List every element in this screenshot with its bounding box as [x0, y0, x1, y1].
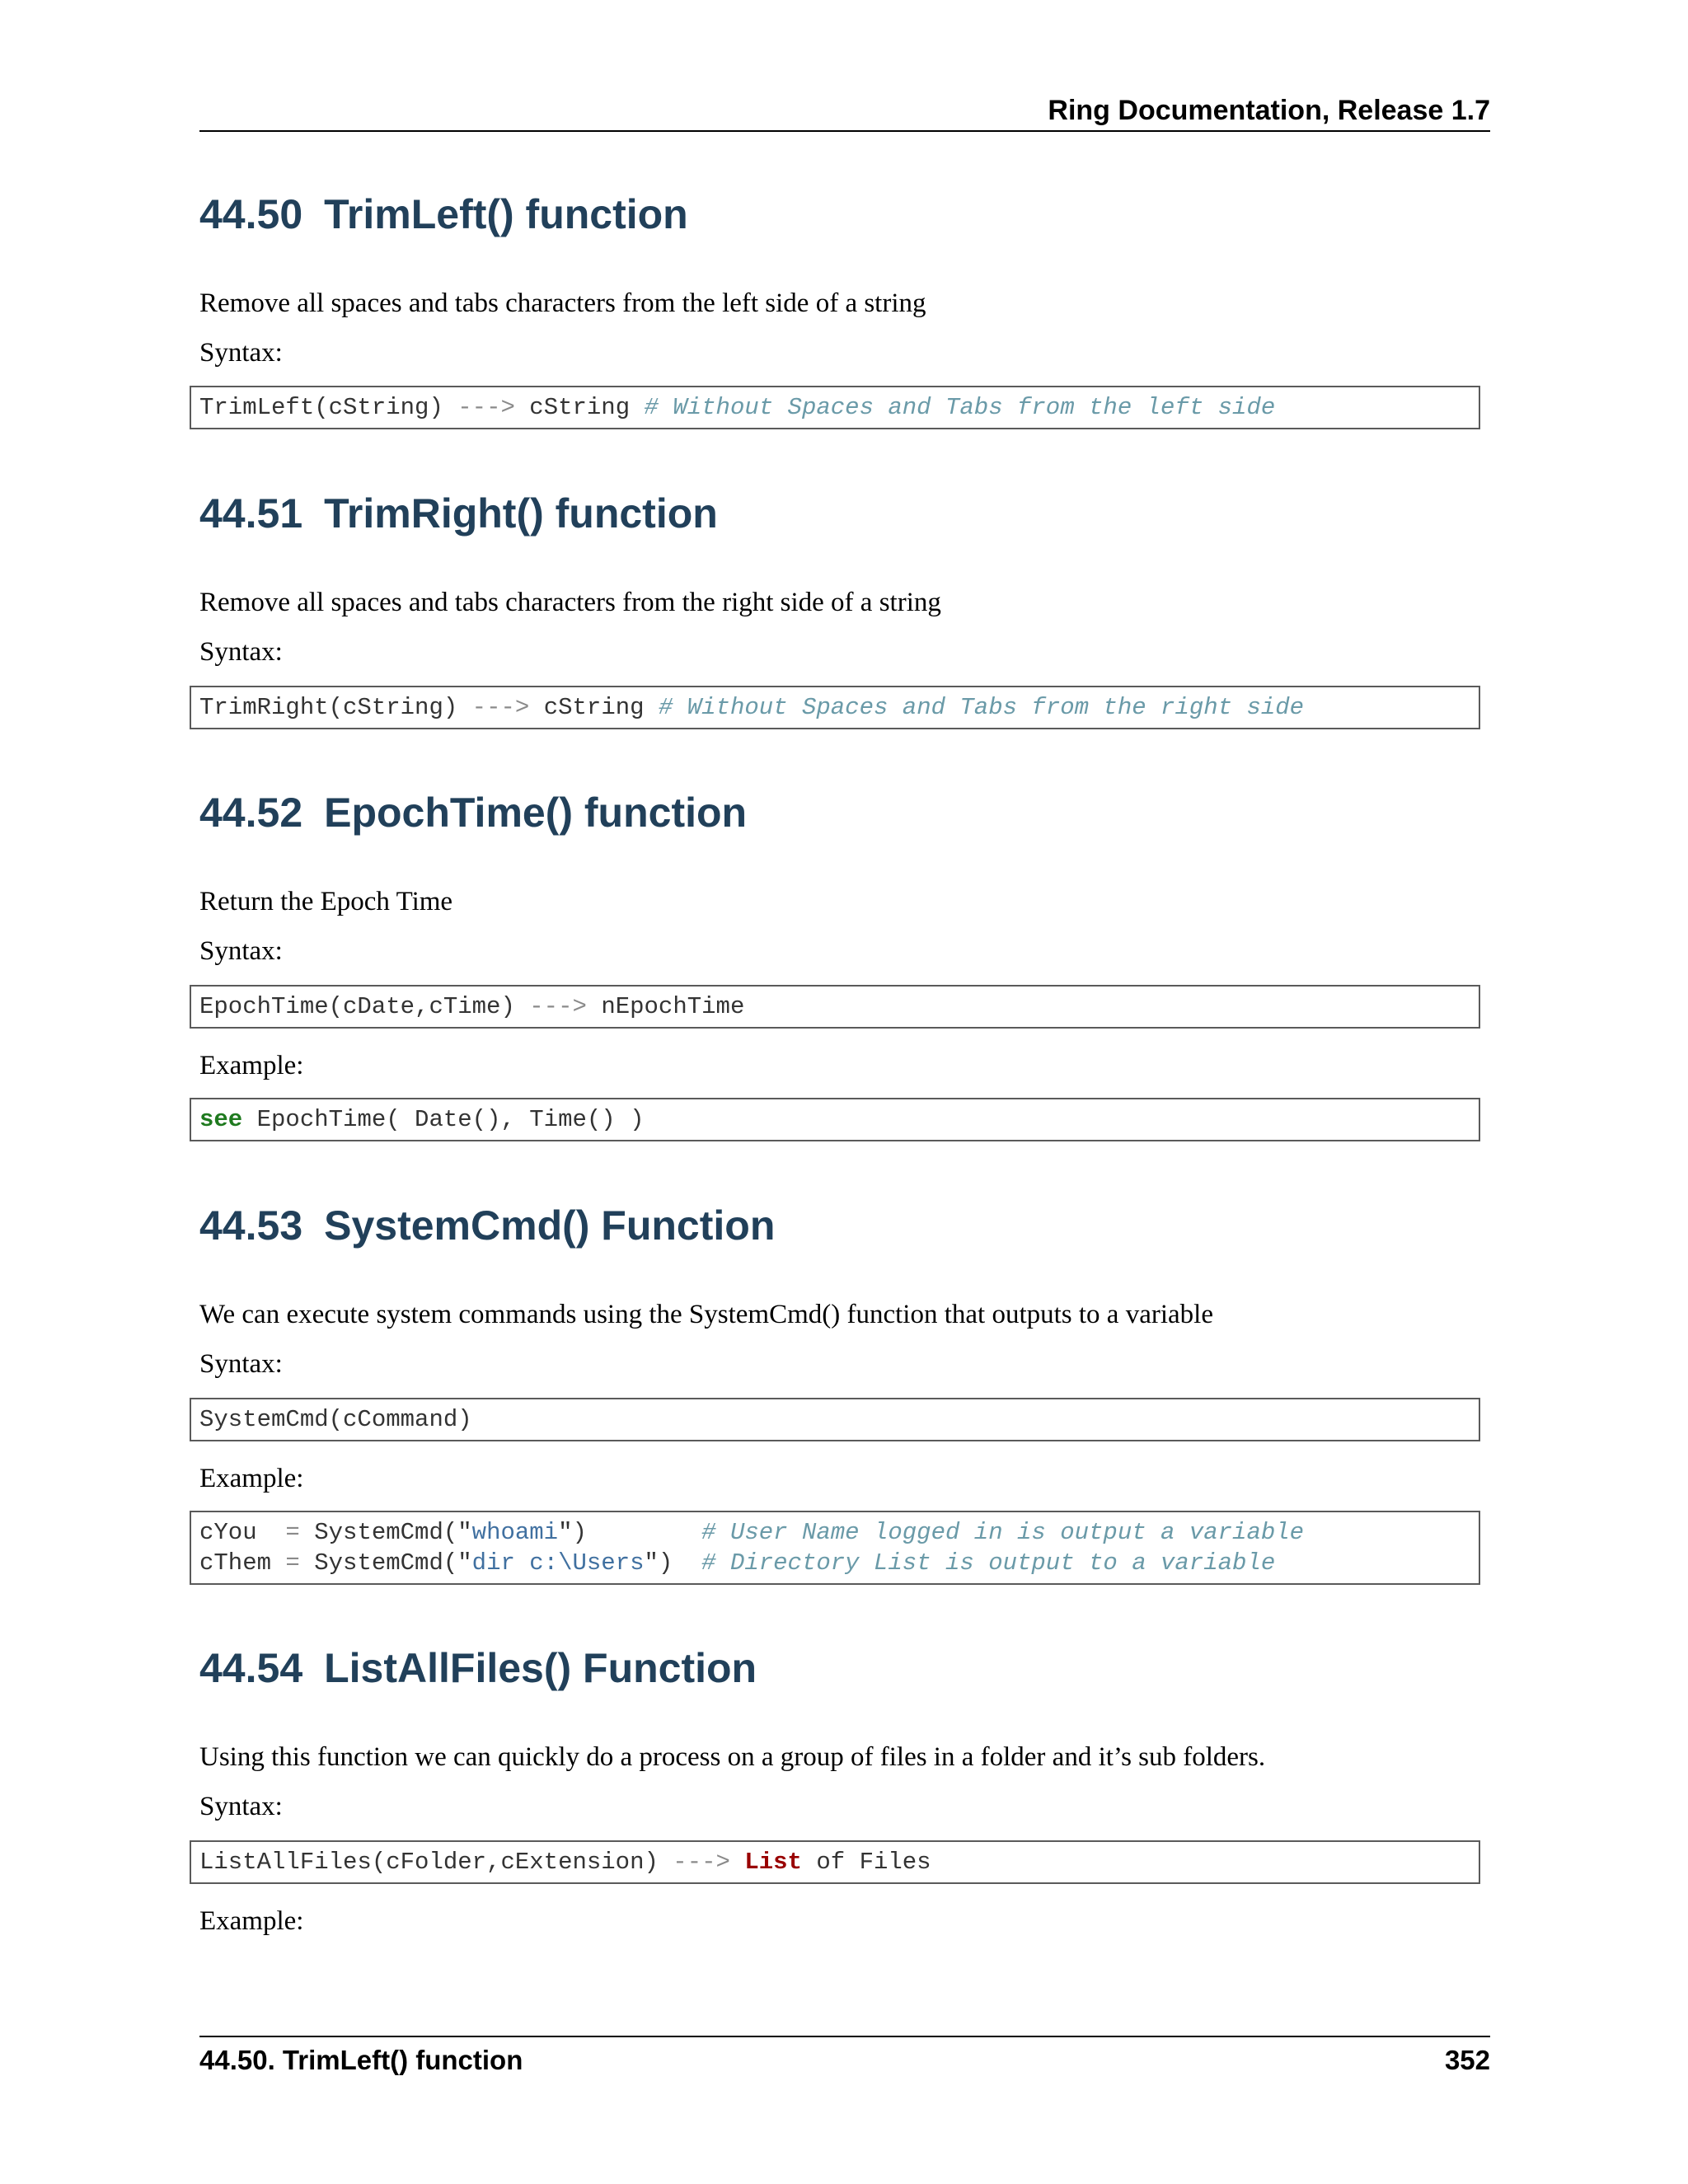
section-title: TrimLeft() function [324, 191, 688, 237]
section-description: Remove all spaces and tabs characters from the right side of a string [199, 588, 941, 617]
code-function: SystemCmd(cCommand) [199, 1406, 472, 1433]
syntax-code-block [190, 386, 1480, 429]
code-arrow: ---> [471, 694, 530, 721]
section-title: ListAllFiles() Function [324, 1645, 757, 1691]
code-variable: cThem [199, 1549, 272, 1577]
section-title: SystemCmd() Function [324, 1202, 776, 1249]
section-epochtime [199, 788, 1490, 837]
code-return: of Files [816, 1849, 931, 1876]
code-keyword: List [744, 1849, 802, 1876]
footer-rule [199, 2036, 1490, 2037]
section-number: 44.50 [199, 191, 303, 237]
code-call: SystemCmd(" [314, 1519, 472, 1546]
code-string: whoami [471, 1519, 559, 1546]
code-variable: cYou [199, 1519, 272, 1546]
section-systemcmd [199, 1201, 1490, 1250]
section-description: Return the Epoch Time [199, 887, 453, 916]
syntax-code-block [190, 686, 1480, 729]
example-label: Example: [199, 1464, 304, 1493]
section-heading [199, 1643, 1490, 1693]
code-comment: # User Name logged in is output a variable [701, 1519, 1305, 1546]
code-comment: # Without Spaces and Tabs from the right side [658, 694, 1305, 721]
code-expression: EpochTime( Date(), Time() ) [256, 1106, 645, 1133]
section-trimright [199, 489, 1490, 538]
section-description: We can execute system commands using the SystemCmd() function that outputs to a variable [199, 1300, 1213, 1329]
syntax-code-block [190, 985, 1480, 1029]
section-title: TrimRight() function [324, 490, 718, 537]
code-comment: # Without Spaces and Tabs from the left side [644, 394, 1276, 421]
code-operator: = [285, 1549, 300, 1577]
code-padding [673, 1549, 701, 1577]
section-description: Remove all spaces and tabs characters from the left side of a string [199, 288, 926, 318]
code-padding [587, 1519, 701, 1546]
code-return: cString [529, 394, 631, 421]
code-arrow: ---> [673, 1849, 730, 1876]
header-rule [199, 130, 1490, 132]
running-header: Ring Documentation, Release 1.7 [1048, 95, 1490, 126]
code-comment: # Directory List is output to a variable [701, 1549, 1276, 1577]
example-code-block [190, 1098, 1480, 1141]
code-return: cString [543, 694, 645, 721]
section-title: EpochTime() function [324, 790, 748, 836]
code-line [199, 1548, 1470, 1578]
syntax-label: Syntax: [199, 338, 283, 368]
code-return: nEpochTime [601, 993, 745, 1020]
syntax-code-block [190, 1840, 1480, 1884]
section-heading [199, 788, 1490, 837]
example-label: Example: [199, 1051, 304, 1080]
code-arrow: ---> [457, 394, 515, 421]
section-number: 44.52 [199, 790, 303, 836]
section-heading [199, 190, 1490, 239]
code-line [199, 1517, 1470, 1548]
section-trimleft [199, 190, 1490, 239]
syntax-label: Syntax: [199, 1792, 283, 1821]
code-string: dir c:\Users [471, 1549, 645, 1577]
section-heading [199, 1201, 1490, 1250]
page-number: 352 [1444, 2045, 1490, 2075]
code-operator: = [285, 1519, 300, 1546]
code-call-close: ") [558, 1519, 587, 1546]
section-number: 44.54 [199, 1645, 303, 1691]
code-call: SystemCmd(" [314, 1549, 472, 1577]
syntax-label: Syntax: [199, 637, 283, 667]
section-number: 44.51 [199, 490, 303, 537]
example-code-block [190, 1511, 1480, 1585]
code-function: TrimRight(cString) [199, 694, 458, 721]
section-description: Using this function we can quickly do a process on a group of files in a folder and it’s sub folders. [199, 1742, 1266, 1772]
code-function: TrimLeft(cString) [199, 394, 443, 421]
section-number: 44.53 [199, 1202, 303, 1249]
code-function: EpochTime(cDate,cTime) [199, 993, 515, 1020]
section-listallfiles [199, 1643, 1490, 1693]
code-keyword: see [199, 1106, 243, 1133]
syntax-code-block [190, 1398, 1480, 1441]
section-heading [199, 489, 1490, 538]
example-label: Example: [199, 1906, 304, 1936]
code-call-close: ") [644, 1549, 673, 1577]
syntax-label: Syntax: [199, 1349, 283, 1379]
footer-section: 44.50. TrimLeft() function [199, 2045, 523, 2075]
code-arrow: ---> [529, 993, 587, 1020]
code-function: ListAllFiles(cFolder,cExtension) [199, 1849, 659, 1876]
syntax-label: Syntax: [199, 936, 283, 966]
